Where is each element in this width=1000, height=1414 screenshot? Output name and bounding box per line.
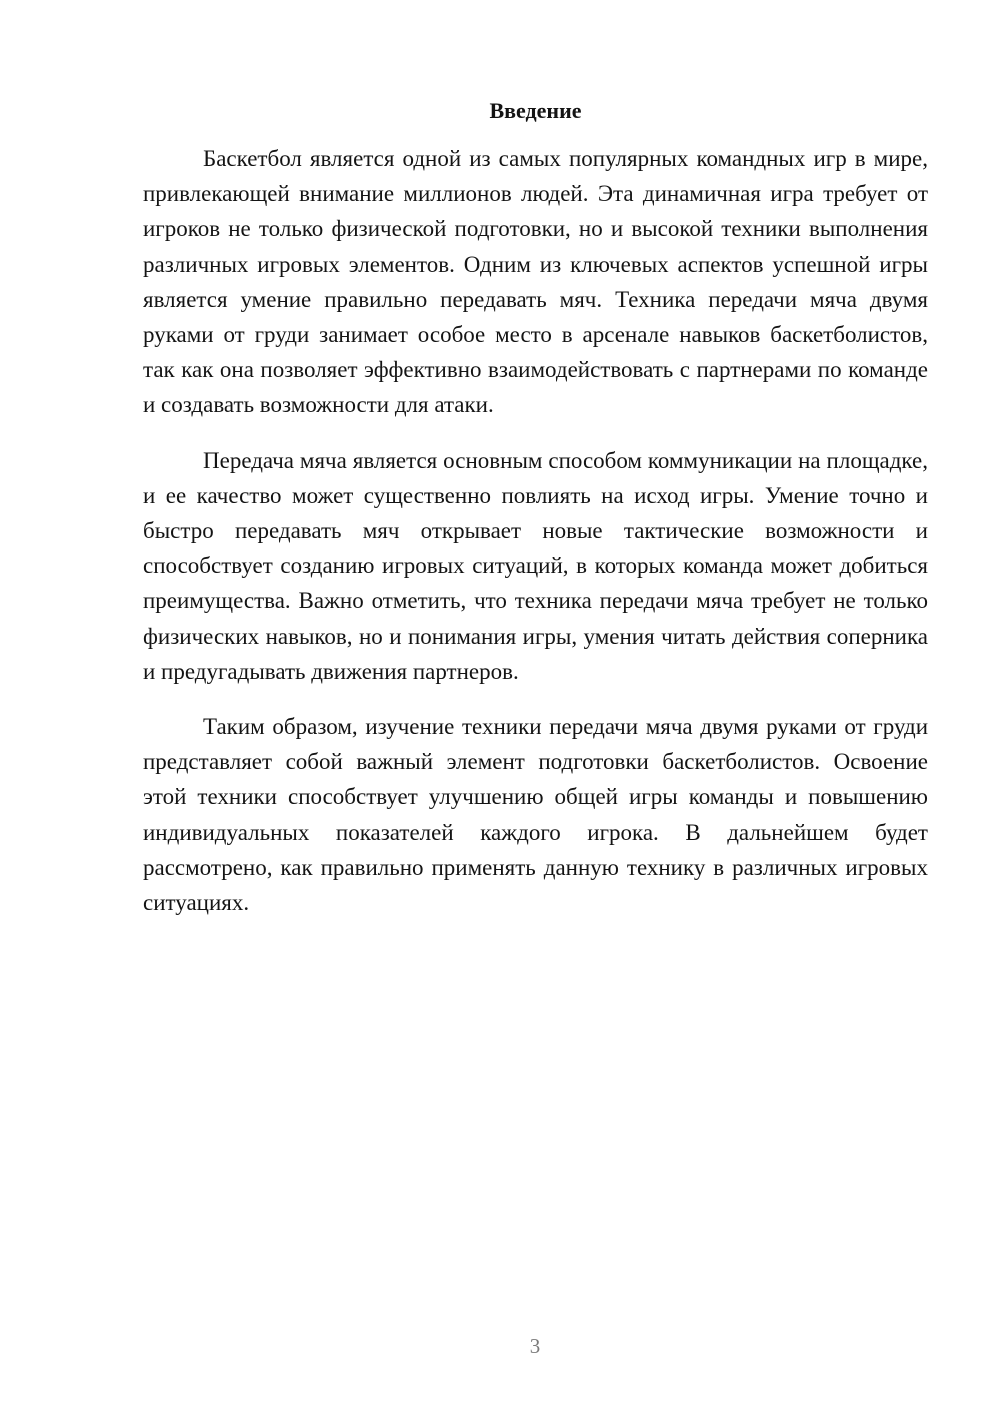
- paragraph-1: Баскетбол является одной из самых популярных командных игр в мире, привлекающей внимание миллионов людей. Эта динамичная игра требует от игроков не только физической подготовки, но и высокой техники выполнения различных игровых элементов. Одним из ключевых аспектов успешной игры является умение правильно передавать мяч. Техника передачи мяча двумя руками от груди занимает особое место в арсенале навыков баскетболистов, так как она позволяет эффективно взаимодействовать с партнерами по команде и создавать возможности для атаки.: [143, 146, 928, 418]
- document-body: [143, 141, 928, 920]
- section-title: Введение: [489, 98, 582, 123]
- page-number: 3: [529, 1334, 541, 1358]
- paragraph-2: Передача мяча является основным способом коммуникации на площадке, и ее качество может существенно повлиять на исход игры. Умение точно и быстро передавать мяч открывает новые тактические возможности и способствует созданию игровых ситуаций, в которых команда может добиться преимущества. Важно отметить, что техника передачи мяча требует не только физических навыков, но и понимания игры, умения читать действия соперника и предугадывать движения партнеров.: [143, 447, 928, 684]
- paragraph-3: Таким образом, изучение техники передачи мяча двумя руками от груди представляет собой важный элемент подготовки баскетболистов. Освоение этой техники способствует улучшению общей игры команды и повышению индивидуальных показателей каждого игрока. В дальнейшем будет рассмотрено, как правильно применять данную технику в различных игровых ситуациях.: [143, 714, 928, 916]
